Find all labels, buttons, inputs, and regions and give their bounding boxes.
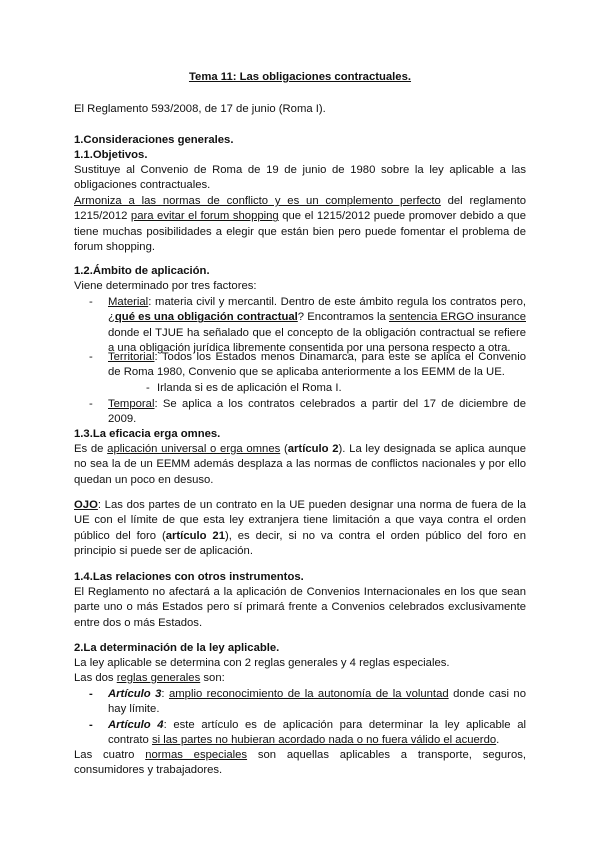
ergo-sentence: sentencia ERGO insurance — [389, 311, 526, 324]
objetivos-paragraph-2: Armoniza a las normas de conflicto y es un complemento perfecto del reglamento 1215/2012 para evitar el forum shopping que el 1215/2012 puede promover debido a que tiene muchas posibilidades a elegir que están bien pero puede fomentar el problema de forum shopping. — [74, 195, 527, 254]
articulo-4-label: Artículo 4 — [108, 719, 164, 731]
list-item-articulo-4: - Artículo 4: este artículo es de aplicación para determinar la ley aplicable al contrato si las partes no hubieran acordado nada o no fuera válido el acuerdo. — [89, 719, 526, 747]
forum-shopping-underlined: para evitar el forum shopping — [130, 210, 279, 223]
acuerdo-underlined: si las partes no hubieran acordado nada o no fuera válido el acuerdo — [151, 734, 497, 747]
list-item-material: - Material: materia civil y mercantil. Dentro de este ámbito regula los contratos pero, ¿qué es una obligación contractual? Encontramos la sentencia ERGO insurance donde el TJUE ha señalado que el concepto de la obligación contractual se refiere a una obligación jurídica libremente consentida por una persona respecto a otra. — [89, 296, 526, 355]
articulo-2-bold: artículo 2 — [287, 443, 339, 455]
section-1-3-heading: 1.3.La eficacia erga omnes. — [74, 428, 221, 440]
autonomia-underlined: amplio reconocimiento de la autonomía de la voluntad — [168, 688, 449, 700]
normas-especiales-underlined: normas especiales — [145, 749, 248, 761]
sublist-item-irlanda: - Irlanda si es de aplicación el Roma I. — [157, 381, 517, 396]
bullet-dash: - — [89, 398, 93, 410]
list-item-temporal: - Temporal: Se aplica a los contratos celebrados a partir del 17 de diciembre de 2009. — [89, 398, 526, 426]
material-label: Material — [108, 296, 149, 308]
section-1-heading: 1.Consideraciones generales. — [74, 134, 234, 146]
bullet-dash: - — [89, 719, 93, 731]
section-2-heading: 2.La determinación de la ley aplicable. — [74, 642, 280, 654]
section-1-4-heading: 1.4.Las relaciones con otros instrumentos. — [74, 571, 304, 583]
normas-especiales-paragraph: Las cuatro normas especiales son aquellas aplicables a transporte, seguros, consumidores y trabajadores. — [74, 749, 527, 777]
bullet-dash: - — [89, 351, 93, 363]
articulo-21-bold: artículo 21 — [165, 529, 225, 542]
bullet-dash: - — [146, 382, 150, 394]
articulo-3-label: Artículo 3 — [108, 688, 162, 700]
section-1-1-heading: 1.1.Objetivos. — [74, 149, 148, 161]
section-1-2-heading: 1.2.Ámbito de aplicación. — [74, 265, 210, 277]
erga-omnes-underlined: aplicación universal o erga omnes — [107, 443, 281, 455]
obligacion-question: qué es una obligación contractual — [114, 311, 298, 324]
ojo-label: OJO — [74, 499, 98, 511]
reglas-generales-underlined: reglas generales — [116, 672, 201, 684]
territorial-label: Territorial — [108, 351, 155, 363]
list-item-articulo-3: - Artículo 3: amplio reconocimiento de la autonomía de la voluntad donde casi no hay límite. — [89, 688, 527, 716]
ley-aplicable-paragraph: La ley aplicable se determina con 2 reglas generales y 4 reglas especiales. — [74, 657, 450, 669]
temporal-label: Temporal — [108, 398, 155, 410]
armoniza-underlined: Armoniza a las normas de conflicto y es un complemento perfecto — [74, 195, 441, 207]
erga-omnes-paragraph: Es de aplicación universal o erga omnes (artículo 2). La ley designada se aplica aunque no sea la de un EEMM además desplaza a las normas de conflictos nacionales y por ello quedan un poco en desuso. — [74, 443, 526, 486]
relaciones-paragraph: El Reglamento no afectará a la aplicación de Convenios Internacionales en los que sean parte uno o más Estados pero sí primará frente a Convenios celebrados exclusivamente entre dos o más Estados. — [74, 586, 526, 629]
objetivos-paragraph-1: Sustituye al Convenio de Roma de 19 de junio de 1980 sobre la ley aplicable a las obligaciones contractuales. — [74, 164, 526, 192]
intro-paragraph: El Reglamento 593/2008, de 17 de junio (Roma I). — [74, 103, 326, 115]
ojo-paragraph: OJO: Las dos partes de un contrato en la UE pueden designar una norma de fuera de la UE con el límite de que esta ley extranjera tiene limitación a que vaya contra el orden público del foro (artículo 21), es decir, si no va contra el orden público del foro en principio si puede ser de aplicación. — [74, 499, 526, 558]
reglas-generales-paragraph: Las dos reglas generales son: — [74, 672, 225, 684]
document-title: Tema 11: Las obligaciones contractuales. — [188, 71, 412, 83]
ambito-intro: Viene determinado por tres factores: — [74, 280, 257, 292]
bullet-dash: - — [89, 296, 93, 308]
bullet-dash: - — [89, 688, 93, 700]
list-item-territorial: - Territorial: Todos los Estados menos Dinamarca, para este se aplica el Convenio de Roma 1980, Convenio que se aplicaba anteriormente a los EEMM de la UE. — [89, 351, 526, 379]
